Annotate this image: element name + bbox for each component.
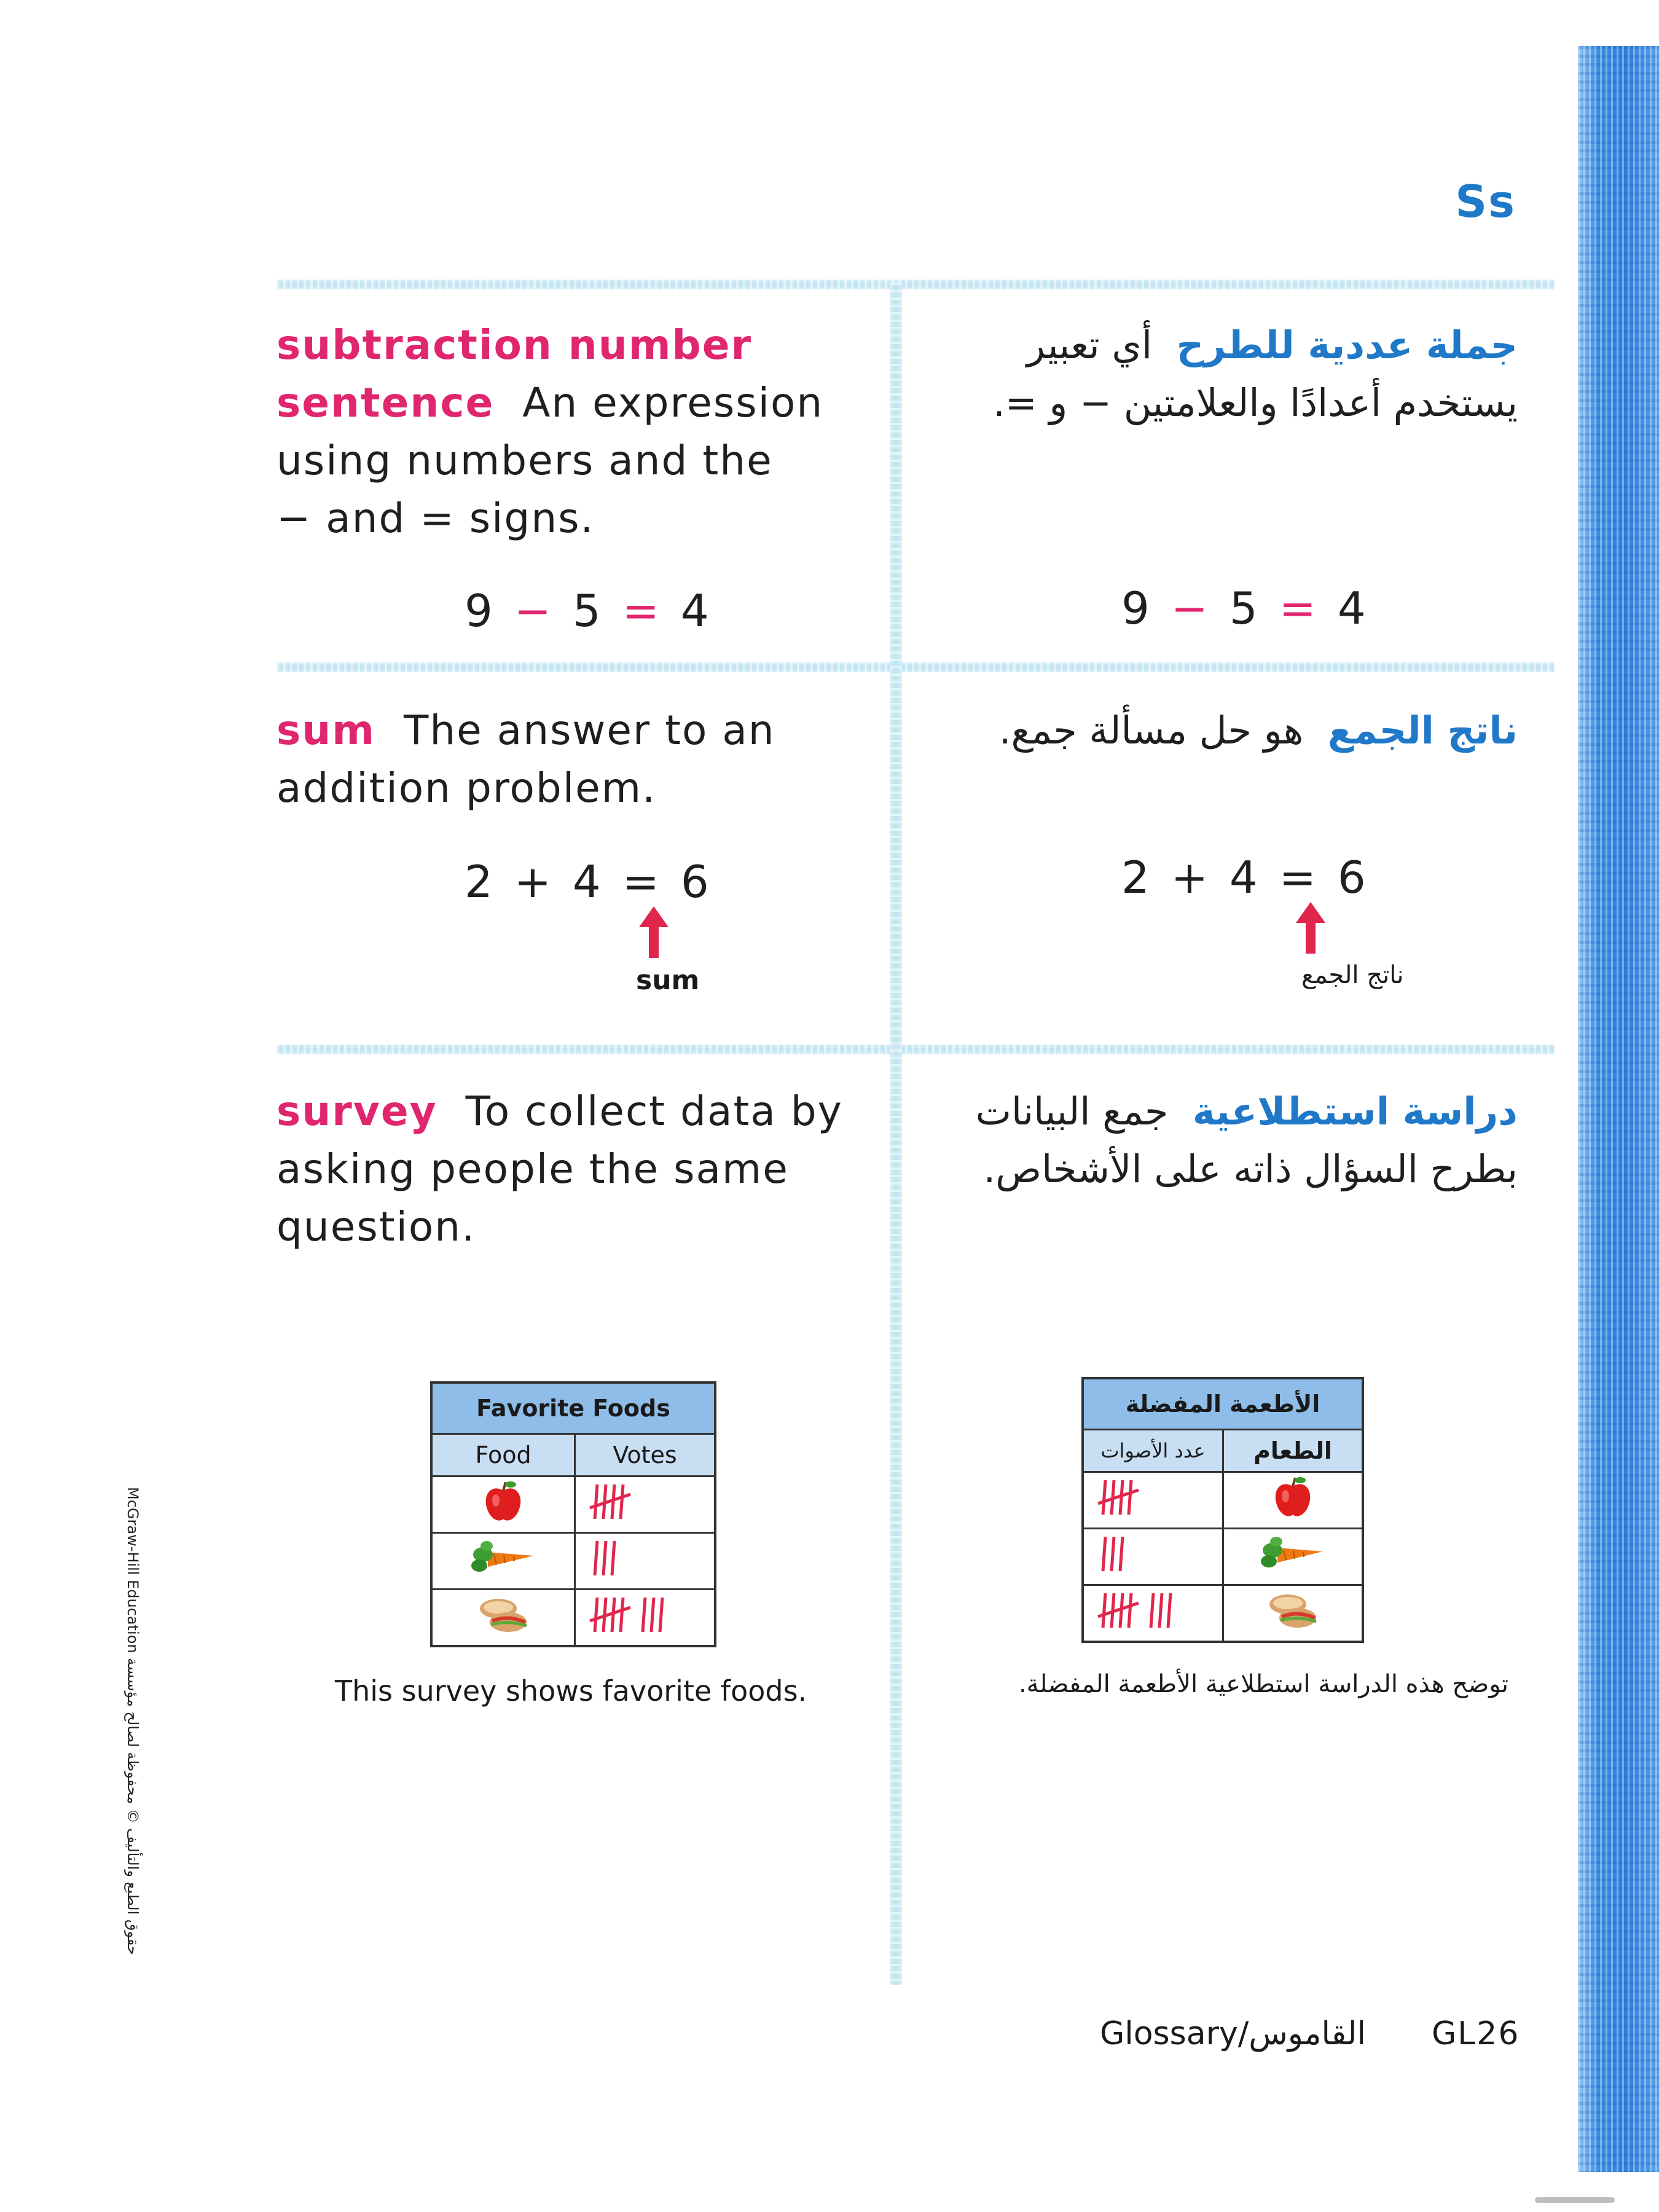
operand: 2 <box>465 856 496 908</box>
tally-mark <box>1168 1593 1171 1628</box>
entry-survey-en <box>276 1083 879 1256</box>
tally-mark <box>1103 1480 1105 1515</box>
entry-subtraction-ar <box>916 316 1518 432</box>
entry-subtraction-en <box>276 316 879 547</box>
survey-table-en <box>430 1381 716 1647</box>
arrow-label-sum-ar: ناتج الجمع <box>1301 961 1404 989</box>
term-subtraction-ar: جملة عددية للطرح <box>1176 323 1518 367</box>
definition-line: The answer to an <box>404 707 775 754</box>
term-sum-ar: ناتج الجمع <box>1327 708 1518 753</box>
table-title: Favorite Foods <box>431 1382 715 1434</box>
operand: 5 <box>1229 582 1261 634</box>
tally-mark <box>1159 1593 1162 1628</box>
table-row <box>1083 1472 1363 1529</box>
example-subtraction-en <box>465 585 713 637</box>
definition-line: An expression <box>522 379 824 426</box>
column-header-votes: عدد الأصوات <box>1083 1430 1223 1472</box>
equals-sign: = <box>622 585 663 637</box>
tally-mark <box>621 1484 623 1519</box>
entry-survey-ar <box>916 1083 1518 1198</box>
survey-table-ar <box>1081 1377 1364 1643</box>
plus-sign: + <box>1171 852 1212 903</box>
divider-2 <box>276 1045 1555 1054</box>
term-survey: survey <box>276 1088 437 1135</box>
entry-sum-en <box>276 702 879 817</box>
table-row <box>1083 1529 1363 1585</box>
operand: 9 <box>465 585 496 637</box>
table-row <box>1083 1585 1363 1642</box>
definition-line: بطرح السؤال ذاته على الأشخاص. <box>983 1147 1518 1191</box>
definition-line: هو حل مسألة جمع. <box>998 708 1304 753</box>
definition-line: asking people the same <box>276 1145 789 1193</box>
tally-mark <box>595 1541 597 1575</box>
table-row <box>431 1533 715 1590</box>
plus-sign: + <box>514 856 555 908</box>
copyright-notice: McGraw-Hill Education حقوق الطبع والتأليف © محفوظة لصالح مؤسسة <box>124 1487 141 1955</box>
up-arrow-icon <box>1292 902 1329 954</box>
operand: 9 <box>1121 582 1153 634</box>
arrow-label-sum: sum <box>636 965 700 996</box>
tally-3 <box>575 1533 716 1590</box>
definition-line: addition problem. <box>276 764 657 812</box>
column-header-food: الطعام <box>1223 1430 1363 1472</box>
operand: 4 <box>572 856 605 908</box>
tally-mark <box>1129 1593 1131 1628</box>
definition-line: جمع البيانات <box>975 1089 1169 1134</box>
caption-ar: توضح هذه الدراسة استطلاعية الأطعمة المفضلة. <box>1018 1670 1508 1698</box>
operand: 5 <box>572 585 605 637</box>
term-sum: sum <box>276 707 376 754</box>
term-survey-ar: دراسة استطلاعية <box>1192 1089 1518 1134</box>
crayon-side-strip <box>1578 46 1659 2172</box>
divider-1 <box>276 662 1555 672</box>
tally-mark <box>1129 1480 1131 1515</box>
apple-icon <box>1223 1472 1363 1529</box>
tally-mark <box>612 1541 614 1575</box>
equals-sign: = <box>1279 582 1320 634</box>
equals-sign: = <box>622 856 663 908</box>
tally-mark <box>651 1598 654 1632</box>
section-letter: Ss <box>1455 176 1516 227</box>
column-header-votes: Votes <box>575 1434 716 1477</box>
definition-line: − and = signs. <box>276 495 595 542</box>
operand: 4 <box>1229 852 1261 903</box>
table-row <box>431 1590 715 1647</box>
entry-sum-ar <box>916 702 1518 759</box>
term-subtraction-line1: subtraction number <box>276 321 753 369</box>
carrot-icon <box>431 1533 575 1590</box>
result: 4 <box>1337 582 1370 634</box>
divider-top <box>276 280 1555 289</box>
result: 6 <box>1337 852 1370 903</box>
definition-line: question. <box>276 1203 476 1250</box>
example-sum-en <box>465 856 713 908</box>
result: 4 <box>680 585 713 637</box>
up-arrow-icon <box>635 906 672 958</box>
column-header-food: Food <box>431 1434 575 1477</box>
tally-mark <box>595 1484 597 1519</box>
sandwich-icon <box>1223 1585 1363 1642</box>
tally-mark <box>603 1541 606 1575</box>
tally-mark <box>1103 1537 1105 1571</box>
tally-mark <box>621 1598 623 1632</box>
divider-vertical <box>890 283 902 1985</box>
tally-mark <box>1120 1537 1123 1571</box>
example-sum-ar <box>1121 852 1370 903</box>
equals-sign: = <box>1279 852 1320 903</box>
tally-mark <box>660 1598 662 1632</box>
home-indicator-bar[interactable] <box>1535 2197 1615 2203</box>
carrot-icon <box>1223 1529 1363 1585</box>
result: 6 <box>680 856 713 908</box>
operand: 2 <box>1121 852 1153 903</box>
tally-3 <box>1083 1529 1223 1585</box>
tally-mark <box>1151 1593 1153 1628</box>
tally-8 <box>575 1590 716 1647</box>
caption-en: This survey shows favorite foods. <box>335 1674 807 1708</box>
tally-5 <box>575 1477 716 1533</box>
minus-sign: − <box>514 585 555 637</box>
table-title: الأطعمة المفضلة <box>1083 1378 1363 1430</box>
tally-mark <box>1112 1537 1114 1571</box>
minus-sign: − <box>1171 582 1212 634</box>
term-subtraction-line2: sentence <box>276 379 495 426</box>
tally-5 <box>1083 1472 1223 1529</box>
definition-line: يستخدم أعدادًا والعلامتين − و =. <box>993 380 1518 425</box>
tally-mark <box>595 1598 597 1632</box>
tally-8 <box>1083 1585 1223 1642</box>
definition-line: أي تعبير <box>1026 323 1153 367</box>
tally-mark <box>1103 1593 1105 1628</box>
apple-icon <box>431 1477 575 1533</box>
table-row <box>431 1477 715 1533</box>
footer-title: Glossary/القاموس <box>1100 2015 1366 2052</box>
definition-line: using numbers and the <box>276 437 773 484</box>
sandwich-icon <box>431 1590 575 1647</box>
page-number: GL26 <box>1432 2015 1520 2052</box>
definition-line: To collect data by <box>465 1088 843 1135</box>
example-subtraction-ar <box>1121 582 1370 634</box>
tally-mark <box>643 1598 645 1632</box>
